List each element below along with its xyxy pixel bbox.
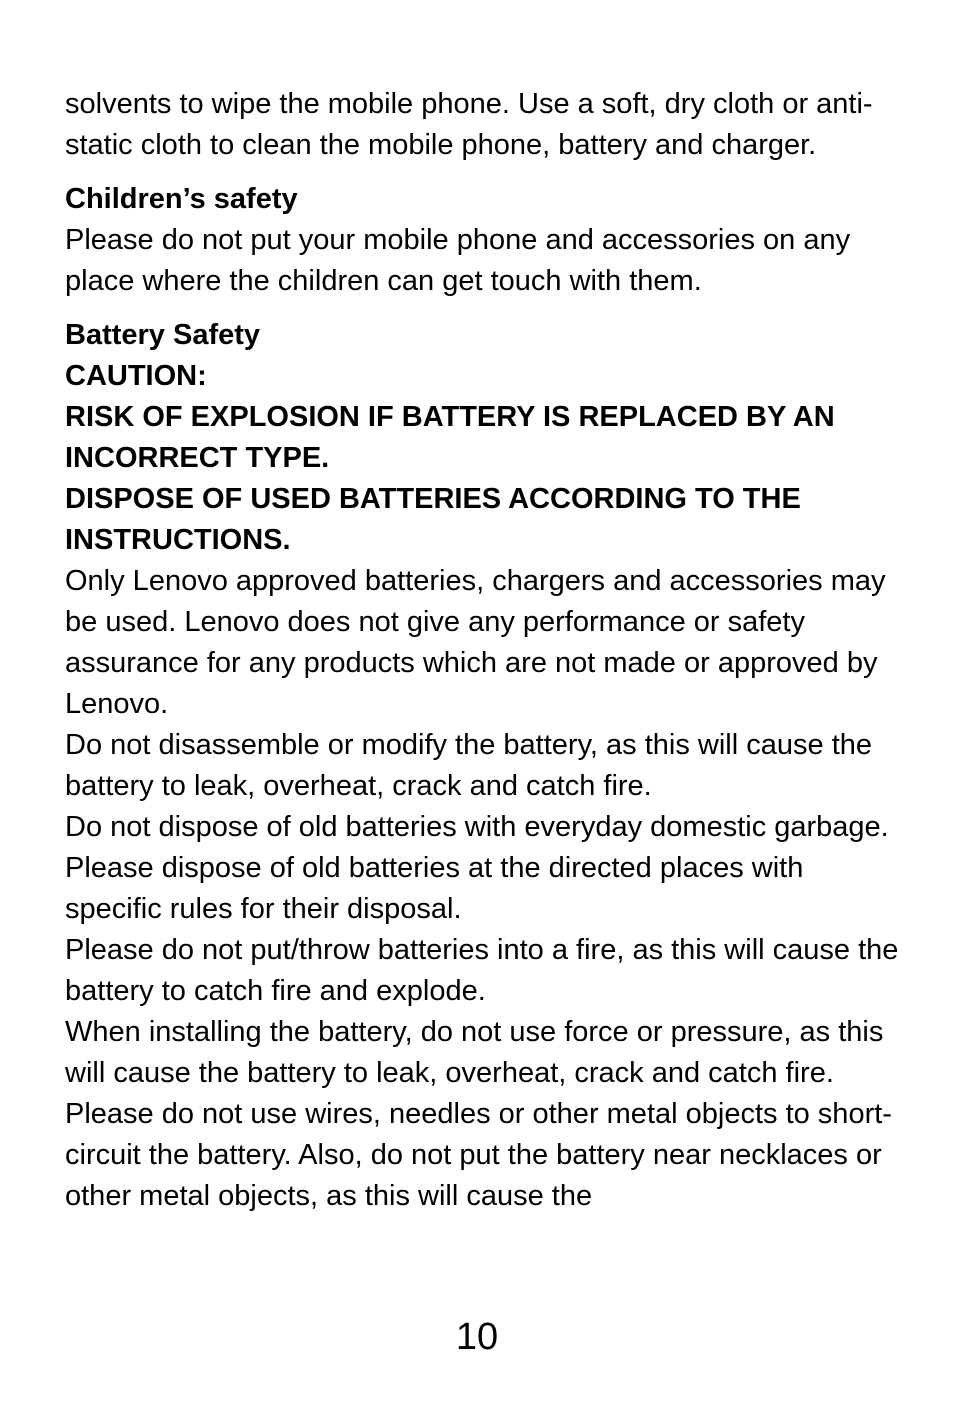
caution-disposal-warning: DISPOSE OF USED BATTERIES ACCORDING TO THE INSTRUCTIONS.: [65, 483, 801, 556]
battery-paragraph-short-circuit: Please do not use wires, needles or other metal objects to short-circuit the battery. Also, do not put the battery near necklaces or other metal objects, as this will cause the: [65, 1098, 892, 1212]
children-safety-heading: Children’s safety: [65, 183, 298, 215]
children-safety-paragraph: Please do not put your mobile phone and accessories on any place where the children can get touch with them.: [65, 224, 851, 297]
caution-explosion-warning: RISK OF EXPLOSION IF BATTERY IS REPLACED BY AN INCORRECT TYPE.: [65, 401, 835, 474]
page-number: 10: [455, 1316, 499, 1358]
caution-label: CAUTION:: [65, 360, 207, 392]
battery-paragraph-disassemble: Do not disassemble or modify the battery, as this will cause the battery to leak, overheat, crack and catch fire.: [65, 729, 873, 802]
battery-paragraph-fire: Please do not put/throw batteries into a fire, as this will cause the battery to catch fire and explode.: [65, 934, 899, 1007]
battery-safety-heading: Battery Safety: [65, 319, 261, 351]
battery-paragraph-dispose: Do not dispose of old batteries with everyday domestic garbage. Please dispose of old batteries at the directed places with specific rules for their disposal.: [65, 811, 889, 925]
battery-paragraph-installing: When installing the battery, do not use force or pressure, as this will cause the battery to leak, overheat, crack and catch fire.: [65, 1016, 884, 1089]
intro-paragraph: solvents to wipe the mobile phone. Use a soft, dry cloth or anti-static cloth to clean the mobile phone, battery and charger.: [65, 88, 873, 161]
document-page: [65, 84, 900, 1217]
battery-paragraph-approved: Only Lenovo approved batteries, chargers and accessories may be used. Lenovo does not give any performance or safety assurance for any products which are not made or approved by Lenovo.: [65, 565, 886, 720]
